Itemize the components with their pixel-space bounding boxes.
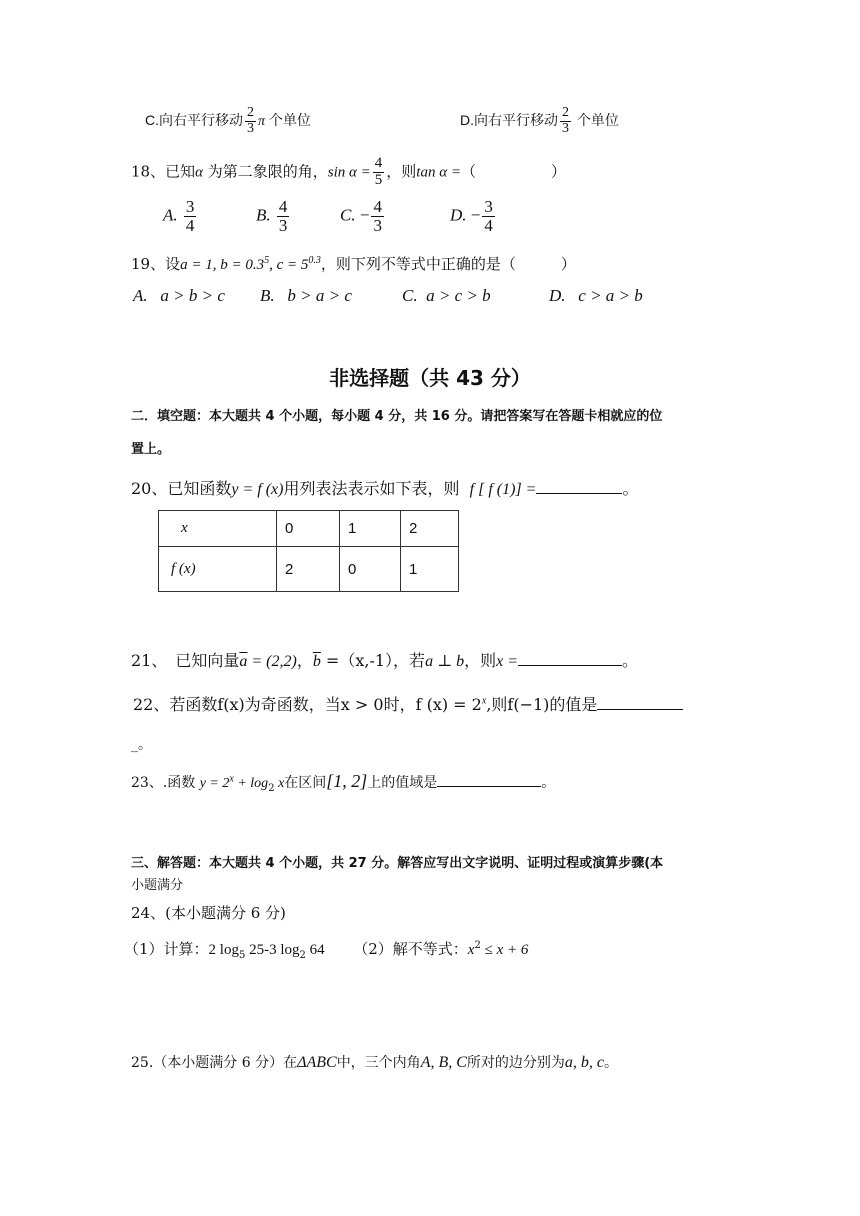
q23-sub: 2 xyxy=(268,782,275,794)
q18-option-d-sign: − xyxy=(470,205,481,225)
q24-title: 24、(本小题满分 6 分) xyxy=(131,904,286,922)
table-cell: 1 xyxy=(340,511,401,547)
q25-mid2: 所对的边分别为 xyxy=(466,1055,565,1071)
table-row xyxy=(159,511,459,547)
q25-end: 。 xyxy=(604,1055,619,1071)
q24-part1-expr-c: 64 xyxy=(305,942,325,958)
q18-option-b-num: 4 xyxy=(278,197,288,216)
q21-answer-blank[interactable] xyxy=(518,649,622,666)
q22-line1 xyxy=(133,692,683,715)
q22-line2: _。 xyxy=(131,737,152,753)
section-title: 非选择题（共 43 分） xyxy=(329,366,531,390)
q17-c-suffix: 个单位 xyxy=(265,111,311,128)
q21-vector-a: $\overline{a}$ xyxy=(239,653,248,670)
q24-part1-sub-b: 2 xyxy=(299,950,306,961)
q18-answer-paren: （ ） xyxy=(460,162,566,181)
q22-text-a: 22、若函数f(x)为奇函数，当x > 0时，f (x) = 2 xyxy=(133,695,482,714)
q18-option-b-frac xyxy=(277,198,290,235)
q25-mid: 中，三个内角 xyxy=(336,1055,421,1071)
q17-c-fraction xyxy=(245,106,256,136)
q21-vector-b: $\overline{b}$ xyxy=(312,653,321,670)
q23-interval: [1, 2] xyxy=(326,771,368,791)
table-row xyxy=(159,547,459,592)
q18-option-c xyxy=(340,198,386,235)
q19-option-b-label: B. xyxy=(260,286,275,305)
q18-option-d xyxy=(450,198,497,235)
q19-option-c-text: a > c > b xyxy=(426,286,491,305)
q18-stem-a: 18、已知 xyxy=(131,162,196,181)
q24-part2-expr-a: x xyxy=(467,942,475,958)
q19-option-d-label: D. xyxy=(549,286,566,305)
q19-cond-c: , c = 5 xyxy=(269,257,309,273)
q24-part1-label: （1）计算： xyxy=(124,940,209,958)
q17-option-d xyxy=(460,106,619,136)
q24-part1-expr-b: 25-3 log xyxy=(245,942,300,958)
q18-option-c-frac xyxy=(371,198,384,235)
q18-fraction xyxy=(373,156,385,189)
q20-end: 。 xyxy=(622,479,639,498)
q19-option-a xyxy=(133,286,225,306)
q23-exp: x xyxy=(229,773,234,785)
q24-part2-expr-b: ≤ x + 6 xyxy=(480,942,529,958)
q18-stem xyxy=(131,156,566,189)
q17-d-den: 3 xyxy=(562,120,569,136)
q20-value-table xyxy=(158,510,459,592)
q25-angles: A, B, C xyxy=(420,1054,467,1071)
q23-mid: 在区间 xyxy=(284,775,327,791)
table-cell: 1 xyxy=(401,547,459,592)
q17-option-c xyxy=(145,106,311,136)
q23-answer-blank[interactable] xyxy=(437,770,541,787)
q24-parts xyxy=(124,938,528,961)
q18-option-a-label: A. xyxy=(163,205,178,225)
q25-triangle: ΔABC xyxy=(297,1054,337,1071)
q22-text-b: ,则f(−1)的值是 xyxy=(486,695,598,714)
q18-sin: sin α = xyxy=(327,164,371,181)
table-head-x: x xyxy=(159,511,277,547)
q19-option-d-text: c > a > b xyxy=(578,286,643,305)
q17-c-prefix: C.向右平行移动 xyxy=(145,111,243,128)
q18-option-d-num: 3 xyxy=(484,197,493,216)
q18-option-a-frac xyxy=(184,198,197,235)
q19-option-b-text: b > a > c xyxy=(287,286,352,305)
q17-d-suffix: 个单位 xyxy=(573,111,619,128)
q23-func: y = 2 xyxy=(199,776,230,791)
q19-option-c-label: C. xyxy=(402,286,418,305)
q19-option-b xyxy=(260,286,352,306)
q18-option-b-den: 3 xyxy=(278,215,288,235)
q21-x-eq: x = xyxy=(496,653,519,670)
q25-stem xyxy=(131,1052,618,1072)
q18-option-a-den: 4 xyxy=(185,215,195,235)
fill-header-line1: 二．填空题：本大题共 4 个小题，每小题 4 分，共 16 分。请把答案写在答题卡相就应的位 xyxy=(131,409,663,424)
q18-stem-c: ，则 xyxy=(386,162,417,181)
q18-option-b xyxy=(256,198,291,235)
q18-option-d-den: 4 xyxy=(484,215,493,235)
q21-a-value: = (2,2) xyxy=(247,653,297,670)
q22-exp: x xyxy=(481,695,487,707)
q22-answer-blank[interactable] xyxy=(597,693,683,710)
q21-mid: ，若 xyxy=(393,651,426,670)
q19-option-a-text: a > b > c xyxy=(160,286,225,305)
q18-option-b-label: B. xyxy=(256,205,271,225)
q24-part2-label: （2）解不等式： xyxy=(353,940,468,958)
q19-option-c xyxy=(402,286,491,306)
answer-header-line1: 三、解答题：本大题共 4 个小题，共 27 分。解答应写出文字说明、证明过程或演算步骤(本 xyxy=(131,856,664,871)
q20-prefix: 20、已知函数 xyxy=(131,479,232,498)
q21-end: 。 xyxy=(622,651,639,670)
table-cell: 0 xyxy=(340,547,401,592)
q17-d-prefix: D.向右平行移动 xyxy=(460,111,558,128)
table-cell: 2 xyxy=(401,511,459,547)
answer-header-line2: 小题满分 xyxy=(131,878,184,893)
q18-num: 4 xyxy=(374,155,383,171)
q18-option-c-label: C. xyxy=(340,205,356,225)
q18-tan: tan α = xyxy=(416,164,461,181)
q17-c-den: 3 xyxy=(247,120,254,136)
q17-c-num: 2 xyxy=(247,105,254,120)
q19-option-a-label: A. xyxy=(133,286,148,305)
q20-stem xyxy=(131,476,638,499)
q23-func2: + log xyxy=(233,776,269,791)
q21-perp: a ⊥ b xyxy=(425,653,465,670)
q23-end: 。 xyxy=(541,775,556,791)
q19-stem xyxy=(131,253,576,274)
q21-sep: ， xyxy=(296,651,313,670)
q19-cond-a: a = 1, b = 0.3 xyxy=(180,257,265,273)
q18-den: 5 xyxy=(374,171,383,188)
q21-b-value: =（x,-1） xyxy=(320,651,394,670)
table-head-fx: f (x) xyxy=(159,547,277,592)
q18-option-d-label: D. xyxy=(450,205,467,225)
q25-sides: a, b, c xyxy=(564,1054,605,1071)
q21-stem xyxy=(131,648,638,671)
q23-suffix: 上的值域是 xyxy=(367,775,438,791)
q24-part1-sub-a: 5 xyxy=(238,950,246,961)
q21-then: ，则 xyxy=(464,651,497,670)
q20-mid: 用列表法表示如下表，则 xyxy=(283,479,460,498)
q18-option-a xyxy=(163,198,198,235)
q20-expr: f [ f (1)] = xyxy=(469,481,537,498)
q18-option-c-den: 3 xyxy=(373,215,382,235)
q18-option-d-frac xyxy=(482,198,495,235)
q18-option-c-num: 4 xyxy=(373,197,382,216)
q23-func3: x xyxy=(274,776,285,791)
q18-option-a-num: 3 xyxy=(185,197,195,216)
q24-part2-exp: 2 xyxy=(474,940,481,951)
q19-exp-b: 5 xyxy=(264,255,270,266)
table-cell: 2 xyxy=(277,547,340,592)
q19-option-d xyxy=(549,286,643,306)
q18-option-c-sign: − xyxy=(359,205,370,225)
q25-prefix: 25.（本小题满分 6 分）在 xyxy=(131,1055,298,1071)
q23-stem xyxy=(131,770,555,794)
q19-stem-a: 19、设 xyxy=(131,255,181,273)
table-cell: 0 xyxy=(277,511,340,547)
q20-func: y = f (x) xyxy=(231,481,284,498)
q18-stem-b: 为第二象限的角， xyxy=(202,162,328,181)
q17-d-num: 2 xyxy=(562,105,569,120)
q18-alpha: α xyxy=(195,164,203,181)
q20-answer-blank[interactable] xyxy=(536,477,622,494)
q19-exp-c: 0.3 xyxy=(308,255,321,266)
q21-prefix: 21、 已知向量 xyxy=(131,651,240,670)
q17-c-pi: π xyxy=(258,113,266,129)
fill-header-line2: 置上。 xyxy=(131,442,171,457)
q19-stem-b: ，则下列不等式中正确的是（ ） xyxy=(320,255,576,273)
q23-prefix: 23、.函数 xyxy=(131,775,196,791)
q17-d-fraction xyxy=(560,106,571,136)
q24-part1-expr-a: 2 log xyxy=(208,942,239,958)
